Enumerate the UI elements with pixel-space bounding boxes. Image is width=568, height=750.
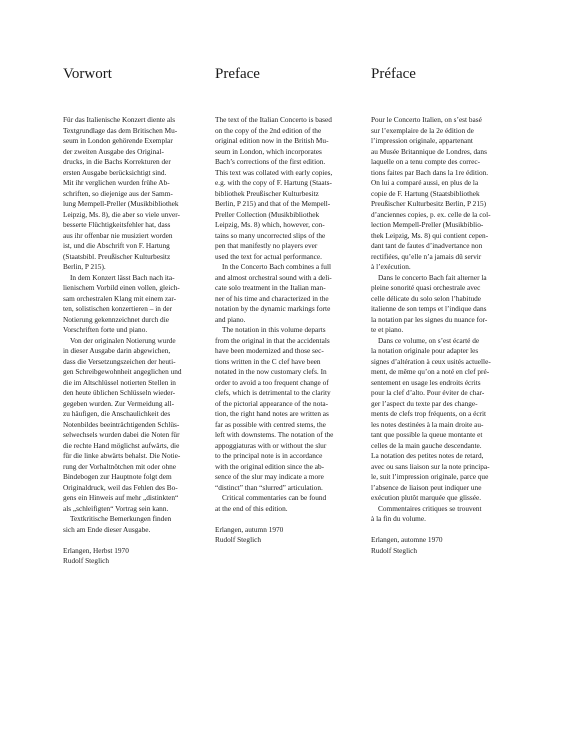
paragraph: Commentaires critiques se trouvent à la fin du volume. (371, 503, 482, 523)
column-english (215, 66, 351, 544)
paragraph: Critical commentaries can be found at the end of this edition. (215, 493, 327, 513)
place-date: Erlangen, Herbst 1970 (63, 545, 129, 555)
paragraph: Für das Italienische Konzert diente als Textgrundlage das dem Britischen Mu- seum in London gehörende Exemplar der zweiten Ausgabe des Original- drucks, in die Bachs Korrekturen der ersten Ausgabe berücksichtigt sind. Mit ihr verglichen wurden frühe Ab- schriften, so diejenige aus der Samm- lung Mempell-Preller (Musikbibliothek Leipzig, Ms. 8), die aber so viele unver- besserte Flüchtigkeitsfehler hat, dass aus ihr offenbar nie musiziert worden ist, und die Abschrift von F. Hartung (Staatsbibl. Preußischer Kulturbesitz Berlin, P 215). (63, 115, 180, 271)
paragraph: The notation in this volume departs from the original in that the accidentals have been modernized and those sec- tions written in the C clef have been notated in the now customary clefs. In order to avoid a too frequent change of clefs, which is detrimental to the clarity of the pictorial appearance of the nota- tion, the right hand notes are written as far as possible with centred stems, the left with downstems. The notation of the appoggiaturas with or without the slur to the principal note is in accordance with the original edition since the ab- sence of the slur may indicate a more “distinct” than “slurred” articulation. (215, 325, 334, 492)
column-german (63, 66, 199, 565)
column-french (371, 66, 507, 555)
place-date: Erlangen, automne 1970 (371, 535, 443, 544)
paragraph: Textkritische Bemerkungen finden sich am Ende dieser Ausgabe. (63, 514, 172, 534)
author-name: Rudolf Steglich (63, 556, 110, 565)
paragraph: Dans ce volume, on s’est écarté de la notation originale pour adapter les signes d’altération à ceux usités actuelle- ment, de même qu’on a noté en clef pré- sentement en usage les endroits écrits pour la clef d’alto. Pour éviter de char- ger l’aspect du texte par des change- ments de clefs trop fréquents, on a écrit les notes destinées à la main droite au- tant que possible la queue montante et celles de la main gauche descendante. La notation des petites notes de retard, avec ou sans liaison sur la note principa- le, suit l’impression originale, parce que l’absence de liaison peut indiquer une exécution plutôt marquée que glissée. (371, 335, 491, 502)
body-german (63, 115, 199, 567)
paragraph: Dans le concerto Bach fait alterner la pleine sonorité quasi orchestrale avec celle délicate du solo selon l’habitude italienne de son temps et l’indique dans la notation par les signes du nuance for- te et piano. (371, 272, 488, 334)
signature-block (215, 525, 351, 546)
place-date: Erlangen, autumn 1970 (215, 524, 284, 534)
paragraph: Von der originalen Notierung wurde in dieser Ausgabe darin abgewichen, dass die Versetzungszeichen der heuti- gen Schreibgewohnheit angeglichen und die im Altschlüssel notierten Stellen in den heute üblichen Schlüsseln wieder- gegeben wurden. Zur Vermeidung all- zu häufigen, die Anschaulichkeit des Notenbildes beeinträchtigenden Schlüs- selwechsels wurden dabei die Noten für die rechte Hand möglichst aufwärts, die für die linke abwärts behalst. Die Notie- rung der Vorhaltnötchen mit oder ohne Bindebogen zur Hauptnote folgt dem Originaldruck, weil das Fehlen des Bo- gens ein Hinweis auf mehr „distinkten“ als „schleifigten“ Vortrag sein kann. (63, 335, 182, 513)
signature-block (371, 535, 507, 556)
body-french (371, 115, 507, 556)
body-english (215, 115, 351, 546)
heading-preface: Preface (215, 66, 260, 82)
paragraph: In dem Konzert lässt Bach nach ita- lienischem Vorbild einen vollen, gleich- sam orchestralen Klang mit einem zar- ten, solistischen konzertieren – in der Notierung gekennzeichnet durch die Vorschriften forte und piano. (63, 272, 180, 334)
signature-block (63, 546, 199, 567)
heading-vorwort: Vorwort (63, 66, 112, 82)
author-name: Rudolf Steglich (371, 545, 418, 555)
heading-preface-fr: Préface (371, 66, 416, 82)
paragraph: In the Concerto Bach combines a full and almost orchestral sound with a deli- cate solo treatment in the Italian man- ner of his time and characterized in the notation by the dynamic markings forte and piano. (215, 262, 332, 324)
paragraph: The text of the Italian Concerto is based on the copy of the 2nd edition of the original edition now in the British Mu- seum in London, which incorporates Bach’s corrections of the first edition. This text was collated with early copies, e.g. with the copy of F. Hartung (Staats- bibliothek Preußischer Kulturbesitz Berlin, P 215) and that of the Mempell- Preller Collection (Musikbibliothek Leipzig, Ms. 8) which, however, con- tains so many uncorrected slips of the pen that manifestly no players ever used the text for actual performance. (215, 115, 333, 261)
author-name: Rudolf Steglich (215, 535, 262, 544)
paragraph: Pour le Concerto Italien, on s’est basé sur l’exemplaire de la 2e édition de l’impression originale, appartenant au Musée Britannique de Londres, dans laquelle on a tenu compte des correc- tions faites par Bach dans la 1re édition. On lui a comparé aussi, en plus de la copie de F. Hartung (Staatsbibliothek Preußischer Kulturbesitz Berlin, P 215) d’anciennes copies, p. ex. celle de la col- lection Mempell-Preller (Musikbiblio- thek Leipzig, Ms. 8) qui contient cepen- dant tant de fautes d’inadvertance non rectifiées, qu’elle n’a jamais dû servir à l’exécution. (371, 115, 491, 271)
